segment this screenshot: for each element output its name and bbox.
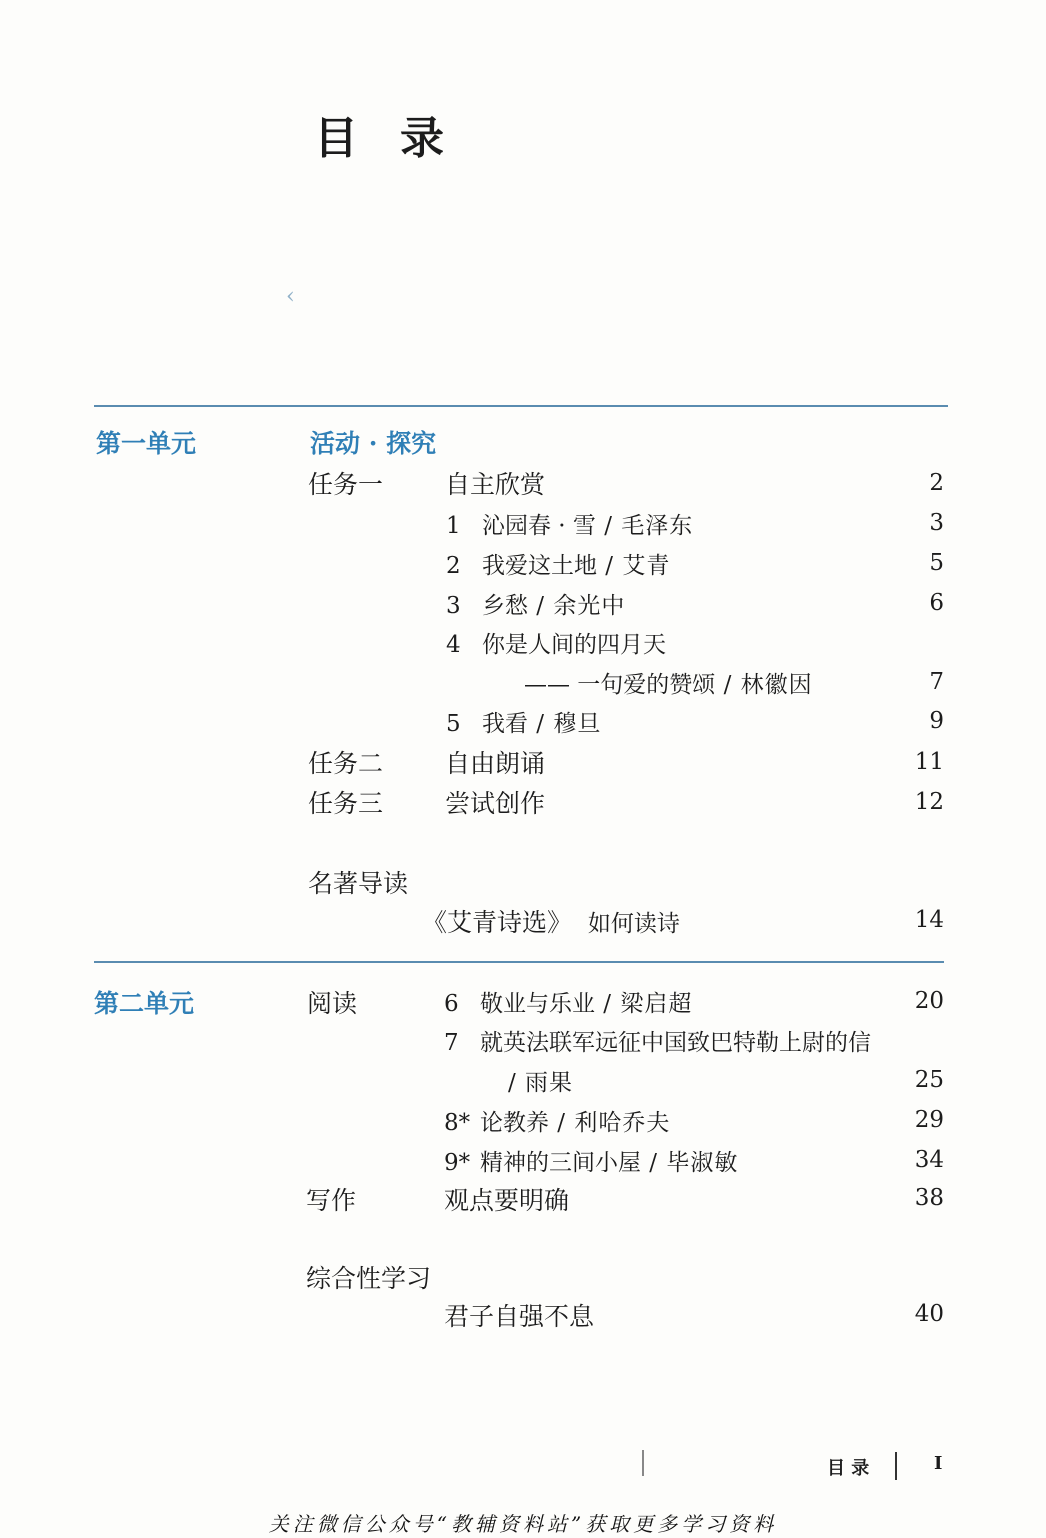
- lesson-5-page: 9: [929, 708, 944, 734]
- lesson-3[interactable]: [446, 587, 625, 620]
- classics-label: 名著导读: [308, 869, 409, 898]
- lesson-6-title: 敬业与乐业: [480, 991, 595, 1017]
- reading-label: 阅读: [307, 989, 358, 1018]
- lesson-6-page: 20: [914, 988, 944, 1014]
- lesson-3-page: 6: [929, 590, 944, 616]
- lesson-5-number: 5: [446, 711, 461, 737]
- scan-mark: ‹: [286, 284, 295, 309]
- writing-title[interactable]: 观点要明确: [444, 1186, 570, 1215]
- lesson-8[interactable]: [444, 1104, 670, 1137]
- lesson-6[interactable]: [444, 985, 692, 1018]
- lesson-2-number: 2: [446, 553, 461, 579]
- unit1-activity-heading[interactable]: 活动 · 探究: [310, 429, 437, 458]
- lesson-7-page: 25: [914, 1067, 944, 1093]
- classics-topic: 如何读诗: [587, 911, 680, 937]
- task1-page: 2: [929, 470, 944, 496]
- lesson-5[interactable]: [446, 705, 601, 738]
- lesson-2-page: 5: [929, 550, 944, 576]
- lesson-8-author: / 利哈乔夫: [549, 1110, 671, 1136]
- lesson-2-author: / 艾青: [597, 553, 671, 579]
- lesson-1-page: 3: [929, 510, 944, 536]
- lesson-7-number: 7: [444, 1030, 459, 1056]
- classics-page: 14: [914, 907, 944, 933]
- lesson-5-author: / 穆旦: [528, 711, 602, 737]
- lesson-1[interactable]: [446, 507, 693, 540]
- task2-title[interactable]: 自由朗诵: [445, 749, 546, 778]
- unit1-divider: [94, 405, 948, 407]
- lesson-2[interactable]: [446, 547, 670, 580]
- task3-page: 12: [914, 789, 944, 815]
- task2-page: 11: [914, 749, 944, 775]
- lesson-7-title: 就英法联军远征中国致巴特勒上尉的信: [480, 1030, 871, 1056]
- task3-label: 任务三: [308, 789, 384, 818]
- writing-page: 38: [914, 1185, 944, 1211]
- lesson-8-number: 8*: [444, 1110, 471, 1136]
- unit1-label: 第一单元: [96, 429, 197, 458]
- lesson-4-page: 7: [929, 669, 944, 695]
- lesson-1-number: 1: [446, 513, 461, 539]
- lesson-7[interactable]: [444, 1024, 871, 1057]
- unit2-divider: [94, 961, 944, 963]
- lesson-8-page: 29: [914, 1107, 944, 1133]
- classics-entry[interactable]: [422, 903, 680, 939]
- lesson-9-number: 9*: [444, 1150, 471, 1176]
- integrated-page: 40: [914, 1301, 944, 1327]
- task1-label: 任务一: [308, 470, 384, 499]
- lesson-3-title: 乡愁: [482, 593, 528, 619]
- lesson-4-number: 4: [446, 632, 461, 658]
- lesson-6-number: 6: [444, 991, 459, 1017]
- lesson-9-author: / 毕淑敏: [641, 1150, 739, 1176]
- lesson-2-title: 我爱这土地: [482, 553, 597, 579]
- lesson-3-author: / 余光中: [528, 593, 626, 619]
- lesson-9[interactable]: [444, 1144, 738, 1177]
- lesson-4-subtitle-line: [524, 666, 813, 699]
- lesson-6-author: / 梁启超: [595, 991, 693, 1017]
- integrated-label: 综合性学习: [306, 1264, 432, 1293]
- footer-divider: [895, 1452, 897, 1480]
- lesson-9-title: 精神的三间小屋: [480, 1150, 641, 1176]
- watermark-text: 关注微信公众号“教辅资料站”获取更多学习资料: [268, 1512, 778, 1536]
- task2-label: 任务二: [308, 749, 384, 778]
- lesson-4[interactable]: [446, 626, 666, 659]
- writing-label: 写作: [306, 1186, 357, 1215]
- page-title: 目 录: [314, 113, 448, 164]
- classics-book: 《艾青诗选》: [422, 908, 573, 937]
- footer-page-number: I: [934, 1453, 943, 1474]
- lesson-1-title: 沁园春 · 雪: [482, 513, 596, 539]
- task3-title[interactable]: 尝试创作: [445, 789, 546, 818]
- lesson-7-author: / 雨果: [508, 1070, 574, 1096]
- lesson-4-subtitle: —— 一句爱的赞颂: [524, 672, 716, 698]
- lesson-8-title: 论教养: [480, 1110, 549, 1136]
- footer-section: 目 录: [827, 1458, 870, 1479]
- lesson-4-author: / 林徽因: [715, 672, 813, 698]
- unit2-label: 第二单元: [94, 989, 195, 1018]
- task1-title[interactable]: 自主欣赏: [445, 470, 546, 499]
- lesson-9-page: 34: [914, 1147, 944, 1173]
- lesson-1-author: / 毛泽东: [595, 513, 694, 539]
- lesson-5-title: 我看: [482, 711, 528, 737]
- scan-line: [642, 1450, 644, 1476]
- lesson-4-title: 你是人间的四月天: [482, 632, 666, 658]
- lesson-3-number: 3: [446, 593, 461, 619]
- integrated-title[interactable]: 君子自强不息: [444, 1302, 595, 1331]
